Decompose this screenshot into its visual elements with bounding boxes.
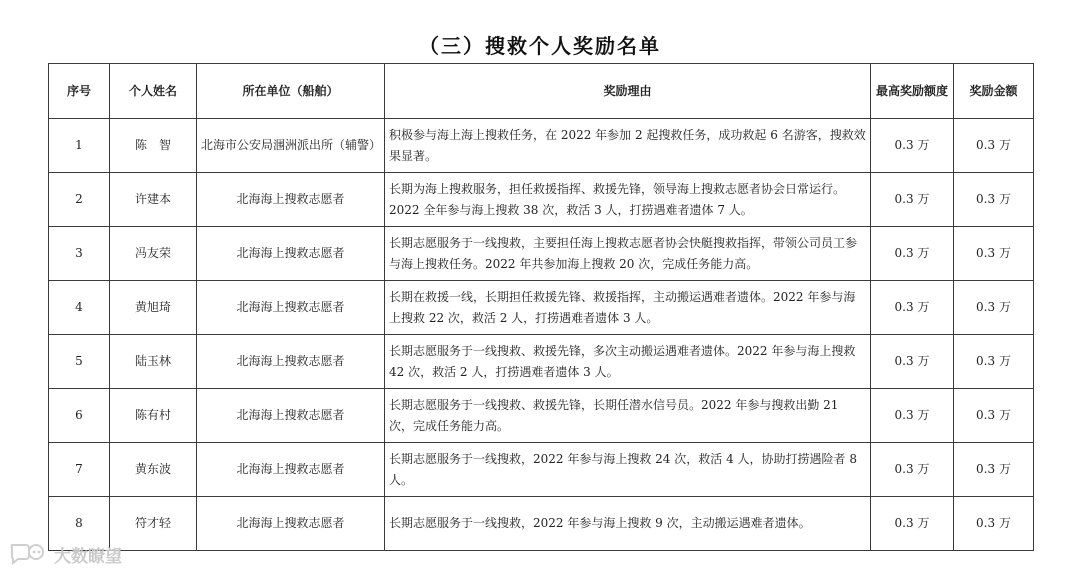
row-amount: 0.3 万: [954, 119, 1034, 173]
row-reason: 长期在救援一线，长期担任救援先锋、救援指挥，主动搬运遇难者遗体。2022 年参与海上搜救 22 次，救活 2 人，打捞遇难者遗体 3 人。: [385, 281, 871, 335]
awards-table: [48, 63, 1034, 551]
row-reason: 长期志愿服务于一线搜救、救援先锋，长期任潜水信号员。2022 年参与搜救出勤 21 次，完成任务能力高。: [385, 389, 871, 443]
row-num: 3: [49, 227, 110, 281]
row-max-amount: 0.3 万: [871, 389, 954, 443]
row-num: 4: [49, 281, 110, 335]
row-amount: 0.3 万: [954, 443, 1034, 497]
table-row: [49, 227, 1034, 281]
row-amount: 0.3 万: [954, 335, 1034, 389]
row-num: 6: [49, 389, 110, 443]
row-name: 陈有村: [110, 389, 197, 443]
row-name: 陈 智: [110, 119, 197, 173]
row-num: 2: [49, 173, 110, 227]
row-amount: 0.3 万: [954, 281, 1034, 335]
row-max-amount: 0.3 万: [871, 227, 954, 281]
header-unit: 所在单位（船舶）: [197, 64, 385, 119]
table-row: [49, 173, 1034, 227]
row-reason: 长期志愿服务于一线搜救，主要担任海上搜救志愿者协会快艇搜救指挥，带领公司员工参与海上搜救任务。2022 年共参加海上搜救 20 次，完成任务能力高。: [385, 227, 871, 281]
row-reason: 长期志愿服务于一线搜救，2022 年参与海上搜救 24 次，救活 4 人，协助打捞遇险者 8 人。: [385, 443, 871, 497]
row-unit: 北海市公安局涠洲派出所（辅警）: [197, 119, 385, 173]
row-reason: 长期志愿服务于一线搜救，2022 年参与海上搜救 9 次，主动搬运遇难者遗体。: [385, 497, 871, 551]
row-max-amount: 0.3 万: [871, 443, 954, 497]
row-num: 5: [49, 335, 110, 389]
row-max-amount: 0.3 万: [871, 173, 954, 227]
row-amount: 0.3 万: [954, 497, 1034, 551]
row-max-amount: 0.3 万: [871, 497, 954, 551]
row-amount: 0.3 万: [954, 389, 1034, 443]
row-amount: 0.3 万: [954, 173, 1034, 227]
row-num: 8: [49, 497, 110, 551]
row-name: 陆玉林: [110, 335, 197, 389]
chat-bubble-logo-icon: [8, 541, 48, 567]
table-row: [49, 335, 1034, 389]
row-name: 黄旭琦: [110, 281, 197, 335]
row-name: 冯友荣: [110, 227, 197, 281]
row-unit: 北海海上搜救志愿者: [197, 281, 385, 335]
header-amount: 奖励金额: [954, 64, 1034, 119]
watermark-text: 大数瞭望: [54, 546, 122, 567]
row-name: 黄东波: [110, 443, 197, 497]
header-max-amount: 最高奖励额度: [871, 64, 954, 119]
row-unit: 北海海上搜救志愿者: [197, 389, 385, 443]
row-reason: 积极参与海上海上搜救任务，在 2022 年参加 2 起搜救任务，成功救起 6 名游客，搜救效果显著。: [385, 119, 871, 173]
row-max-amount: 0.3 万: [871, 281, 954, 335]
row-num: 7: [49, 443, 110, 497]
row-reason: 长期志愿服务于一线搜救、救援先锋，多次主动搬运遇难者遗体。2022 年参与海上搜救 42 次，救活 2 人，打捞遇难者遗体 3 人。: [385, 335, 871, 389]
row-amount: 0.3 万: [954, 227, 1034, 281]
page-title: （三）搜救个人奖励名单: [419, 34, 661, 58]
watermark: [8, 541, 122, 567]
header-reason: 奖励理由: [385, 64, 871, 119]
table-row: [49, 281, 1034, 335]
table-row: [49, 497, 1034, 551]
row-unit: 北海海上搜救志愿者: [197, 335, 385, 389]
header-num: 序号: [49, 64, 110, 119]
row-max-amount: 0.3 万: [871, 335, 954, 389]
row-name: 许建本: [110, 173, 197, 227]
table-row: [49, 443, 1034, 497]
row-num: 1: [49, 119, 110, 173]
row-name: 符才轻: [110, 497, 197, 551]
row-max-amount: 0.3 万: [871, 119, 954, 173]
row-unit: 北海海上搜救志愿者: [197, 443, 385, 497]
header-name: 个人姓名: [110, 64, 197, 119]
table-row: [49, 119, 1034, 173]
row-unit: 北海海上搜救志愿者: [197, 227, 385, 281]
row-unit: 北海海上搜救志愿者: [197, 173, 385, 227]
row-reason: 长期为海上搜救服务，担任救援指挥、救援先锋，领导海上搜救志愿者协会日常运行。2022 全年参与海上搜救 38 次，救活 3 人，打捞遇难者遗体 7 人。: [385, 173, 871, 227]
table-row: [49, 389, 1034, 443]
table-header-row: [49, 64, 1034, 119]
row-unit: 北海海上搜救志愿者: [197, 497, 385, 551]
